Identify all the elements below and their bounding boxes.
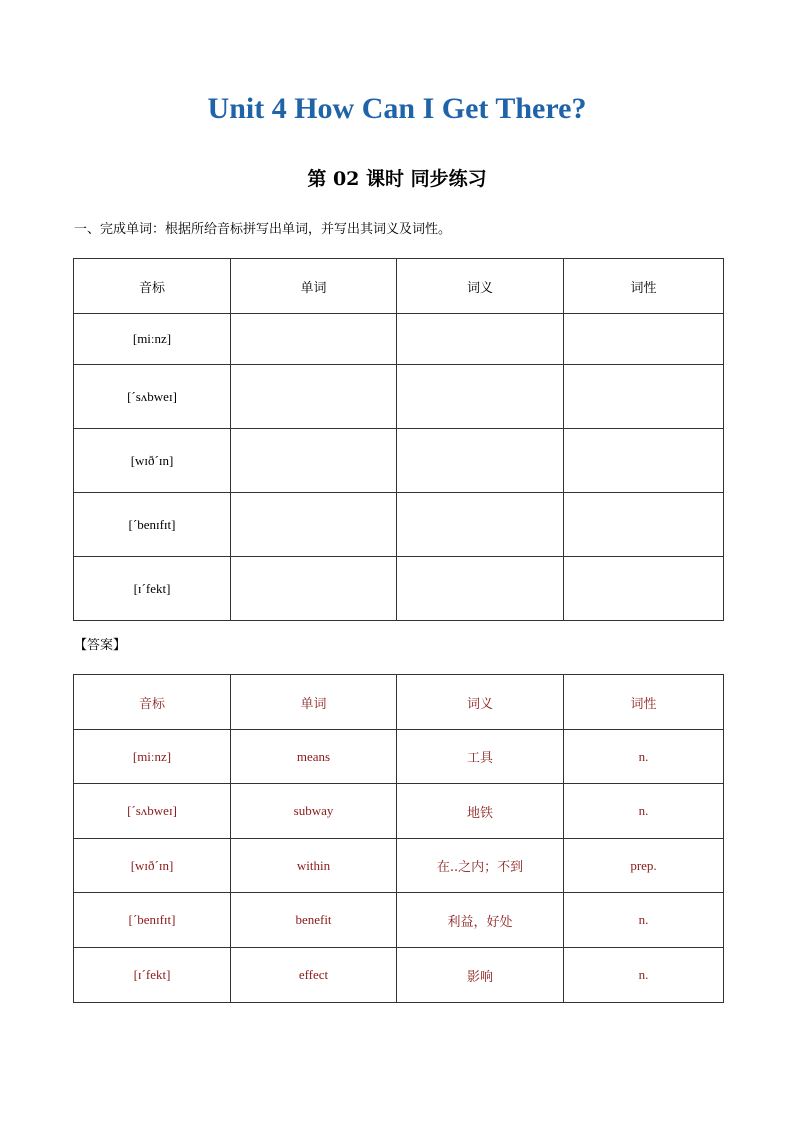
word-cell: benefit — [231, 893, 397, 948]
pos-cell: n. — [564, 948, 724, 1003]
header-meaning: 词义 — [397, 259, 564, 314]
phonetic-cell: [miːnz] — [74, 730, 231, 784]
meaning-cell: 利益，好处 — [397, 893, 564, 948]
header-phonetic: 音标 — [74, 259, 231, 314]
lesson-subtitle: 第 02 课时 同步练习 — [307, 168, 487, 190]
pos-blank-cell[interactable] — [564, 314, 724, 365]
pos-blank-cell[interactable] — [564, 429, 724, 493]
header-pos: 词性 — [564, 675, 724, 730]
word-blank-cell[interactable] — [231, 365, 397, 429]
answer-table — [73, 674, 724, 1003]
table-row — [74, 948, 724, 1003]
meaning-cell: 在..之内；不到 — [397, 839, 564, 893]
phonetic-cell: [ˊsʌbweɪ] — [74, 784, 231, 839]
word-blank-cell[interactable] — [231, 429, 397, 493]
answer-heading: 【答案】 — [74, 638, 127, 653]
pos-cell: prep. — [564, 839, 724, 893]
exercise-instruction: 一、完成单词：根据所给音标拼写出单词，并写出其词义及词性。 — [74, 222, 452, 237]
pos-blank-cell[interactable] — [564, 493, 724, 557]
phonetic-cell: [ɪˊfekt] — [74, 948, 231, 1003]
phonetic-cell: [ˊsʌbweɪ] — [74, 365, 231, 429]
header-phonetic: 音标 — [74, 675, 231, 730]
meaning-blank-cell[interactable] — [397, 365, 564, 429]
header-word: 单词 — [231, 675, 397, 730]
word-blank-cell[interactable] — [231, 314, 397, 365]
meaning-blank-cell[interactable] — [397, 557, 564, 621]
table-row — [74, 784, 724, 839]
phonetic-cell: [wɪðˊɪn] — [74, 429, 231, 493]
pos-blank-cell[interactable] — [564, 557, 724, 621]
word-blank-cell[interactable] — [231, 493, 397, 557]
word-cell: effect — [231, 948, 397, 1003]
meaning-blank-cell[interactable] — [397, 429, 564, 493]
meaning-blank-cell[interactable] — [397, 493, 564, 557]
pos-blank-cell[interactable] — [564, 365, 724, 429]
meaning-cell: 地铁 — [397, 784, 564, 839]
word-cell: within — [231, 839, 397, 893]
phonetic-cell: [miːnz] — [74, 314, 231, 365]
pos-cell: n. — [564, 893, 724, 948]
table-row — [74, 730, 724, 784]
pos-cell: n. — [564, 784, 724, 839]
page-title: Unit 4 How Can I Get There? — [207, 92, 587, 125]
table-row — [74, 365, 724, 429]
word-cell: means — [231, 730, 397, 784]
table-header-row — [74, 675, 724, 730]
table-header-row — [74, 259, 724, 314]
table-row — [74, 839, 724, 893]
meaning-cell: 工具 — [397, 730, 564, 784]
phonetic-cell: [ˊbenɪfɪt] — [74, 893, 231, 948]
phonetic-cell: [ɪˊfekt] — [74, 557, 231, 621]
table-row — [74, 893, 724, 948]
header-meaning: 词义 — [397, 675, 564, 730]
question-table — [73, 258, 724, 621]
table-row — [74, 557, 724, 621]
meaning-blank-cell[interactable] — [397, 314, 564, 365]
meaning-cell: 影响 — [397, 948, 564, 1003]
word-blank-cell[interactable] — [231, 557, 397, 621]
table-row — [74, 493, 724, 557]
header-pos: 词性 — [564, 259, 724, 314]
table-row — [74, 314, 724, 365]
header-word: 单词 — [231, 259, 397, 314]
phonetic-cell: [wɪðˊɪn] — [74, 839, 231, 893]
table-row — [74, 429, 724, 493]
pos-cell: n. — [564, 730, 724, 784]
phonetic-cell: [ˊbenɪfɪt] — [74, 493, 231, 557]
word-cell: subway — [231, 784, 397, 839]
